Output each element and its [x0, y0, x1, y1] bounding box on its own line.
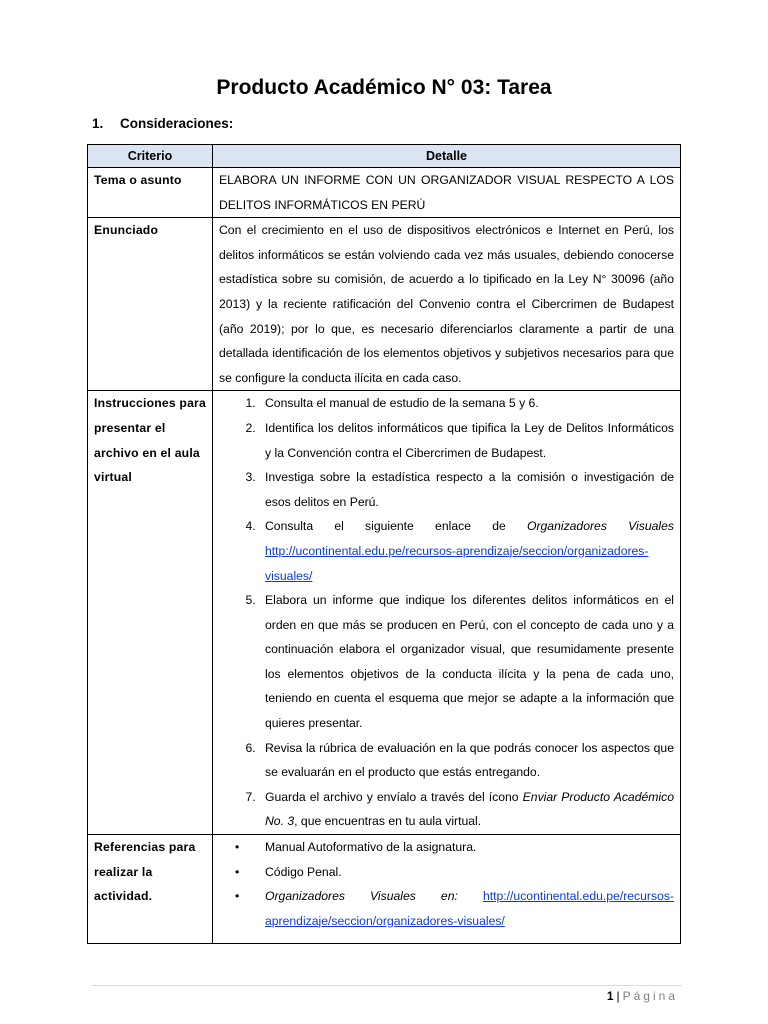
tema-value: ELABORA UN INFORME CON UN ORGANIZADOR VISUAL RESPECTO A LOS DELITOS INFORMÁTICOS EN PERÚ	[213, 168, 681, 218]
enunciado-value: Con el crecimiento en el uso de dispositivos electrónicos e Internet en Perú, los delitos informáticos se están volviendo cada vez más usuales, debiendo conocerse estadística sobre su comisión, de acuerdo a lo tipificado en la Ley N° 30096 (año 2013) y la reciente ratificación del Convenio contra el Cibercrimen de Budapest (año 2019); por lo que, es necesario diferenciarlos claramente a partir de una detallada identificación de los elementos objetivos y subjetivos necesarios para que se configure la conducta ilícita en cada caso.	[213, 218, 681, 391]
considerations-table	[87, 144, 681, 944]
instrucciones-label: Instrucciones para presentar el archivo en el aula virtual	[88, 391, 213, 835]
list-item	[259, 514, 674, 588]
step7-post: , que encuentras en tu aula virtual.	[294, 814, 482, 829]
step7-italic: Enviar Producto Académico No. 3	[265, 789, 674, 829]
organizadores-link[interactable]: http://ucontinental.edu.pe/recursos-aprendizaje/seccion/organizadores-visuales/	[265, 543, 649, 583]
table-row-referencias	[88, 835, 681, 944]
table-header-row	[88, 145, 681, 168]
list-item: 3. Investiga sobre la estadística respecto a la comisión o investigación de esos delitos en Perú.	[259, 465, 674, 514]
header-detalle: Detalle	[213, 145, 681, 168]
referencias-value	[213, 835, 681, 944]
tema-label: Tema o asunto	[88, 168, 213, 218]
list-item: 6. Revisa la rúbrica de evaluación en la que podrás conocer los aspectos que se evaluarán en el producto que estás entregando.	[259, 736, 674, 785]
list-item: 2. Identifica los delitos informáticos que tipifica la Ley de Delitos Informáticos y la Convención contra el Cibercrimen de Budapest.	[259, 416, 674, 465]
section-label: Consideraciones:	[120, 116, 234, 131]
list-item	[259, 884, 674, 933]
step4-text: Consulta el siguiente enlace de	[265, 519, 527, 534]
step7-text: Guarda el archivo y envíalo a través del ícono	[265, 789, 523, 804]
page-word: Página	[622, 989, 678, 1003]
table-row-enunciado	[88, 218, 681, 391]
instructions-list	[219, 391, 674, 834]
footer-divider	[92, 985, 682, 986]
references-list	[219, 835, 674, 933]
step4-italic: Organizadores Visuales	[526, 519, 674, 534]
page-title: Producto Académico N° 03: Tarea	[216, 76, 552, 99]
list-item	[259, 785, 674, 834]
organizadores-ref-link[interactable]: http://ucontinental.edu.pe/recursos-aprendizaje/seccion/organizadores-visuales/	[265, 889, 674, 928]
list-item: • Código Penal.	[259, 860, 674, 885]
list-item: • Manual Autoformativo de la asignatura.	[259, 835, 674, 860]
list-item: 1. Consulta el manual de estudio de la semana 5 y 6.	[259, 391, 674, 416]
section-heading	[92, 116, 233, 131]
section-number: 1.	[92, 116, 104, 131]
referencias-label: Referencias para realizar la actividad.	[88, 835, 213, 944]
page-footer	[607, 989, 678, 1003]
table-row-instrucciones	[88, 391, 681, 835]
header-criterio: Criterio	[88, 145, 213, 168]
ref3-italic: Organizadores Visuales en:	[265, 889, 483, 904]
enunciado-label: Enunciado	[88, 218, 213, 391]
instrucciones-value	[213, 391, 681, 835]
list-item: 5. Elabora un informe que indique los diferentes delitos informáticos en el orden en que más se producen en Perú, con el concepto de cada uno y a continuación elabora el organizador visual, que resumidamente presente los elementos objetivos de la conducta ilícita y la pena de cada uno, teniendo en cuenta el esquema que mejor se adapte a la información que quieres presentar.	[259, 588, 674, 736]
footer-separator: |	[616, 989, 620, 1003]
table-row-tema	[88, 168, 681, 218]
page-number: 1	[606, 989, 614, 1003]
